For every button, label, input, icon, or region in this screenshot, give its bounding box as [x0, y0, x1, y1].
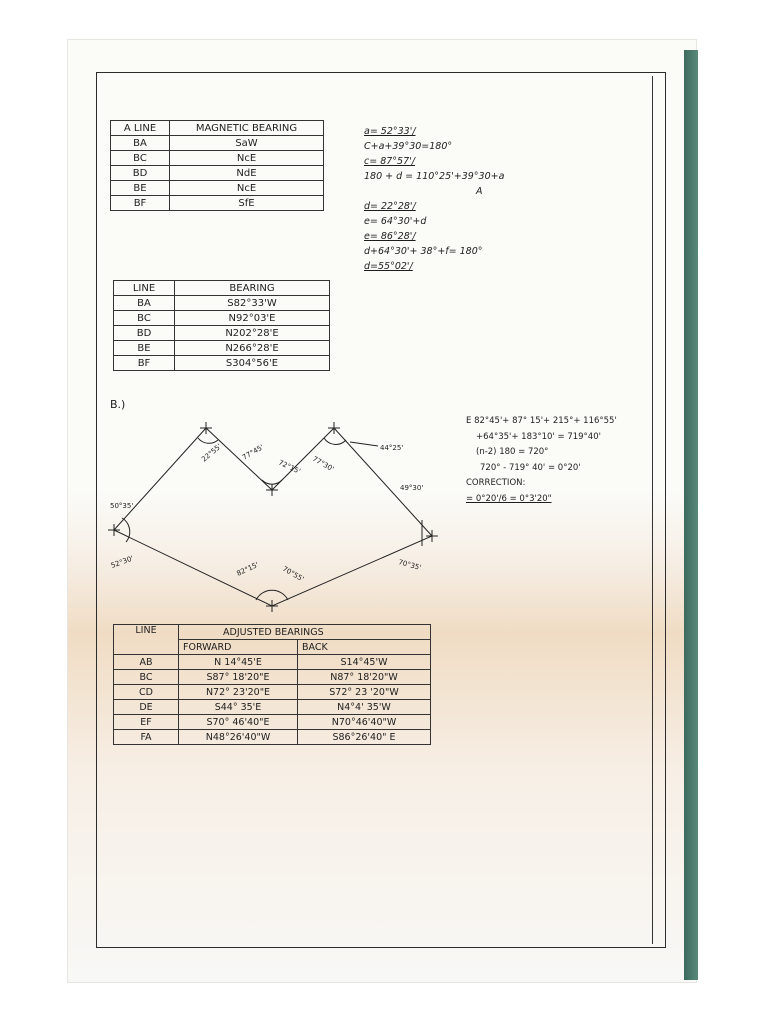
cell: BC — [111, 151, 170, 166]
cell: BE — [111, 181, 170, 196]
note-line: e= 86°28'/ — [364, 231, 416, 242]
cell: EF — [114, 715, 179, 730]
table-row — [111, 181, 324, 196]
angle-label: 70°35' — [397, 558, 423, 572]
table-header-row — [114, 281, 330, 296]
sheet-edge — [684, 50, 698, 980]
cell: NcE — [170, 151, 324, 166]
cell: S86°26'40" E — [298, 730, 431, 745]
table-row — [114, 341, 330, 356]
cell: N266°28'E — [175, 341, 330, 356]
table-row — [114, 700, 431, 715]
angle-label: 70°55' — [281, 564, 306, 584]
leader-line — [350, 442, 378, 446]
cell: NdE — [170, 166, 324, 181]
table-row — [114, 356, 330, 371]
angle-label: 77°45' — [241, 443, 266, 462]
traverse-polygon — [114, 428, 432, 606]
cell: BC — [114, 311, 175, 326]
table-row — [114, 326, 330, 341]
cell: N4°4' 35'W — [298, 700, 431, 715]
column-header-forward: FORWARD — [179, 640, 298, 655]
cell: S70° 46'40"E — [179, 715, 298, 730]
column-header: LINE — [114, 281, 175, 296]
table-row — [114, 730, 431, 745]
column-header: MAGNETIC BEARING — [170, 121, 324, 136]
table-row — [111, 151, 324, 166]
section-label: B.) — [110, 398, 126, 411]
note-line: c= 87°57'/ — [364, 156, 415, 167]
cell: BA — [111, 136, 170, 151]
angle-arcs — [122, 438, 422, 600]
angle-label: 77°30' — [311, 454, 336, 474]
cell: SfE — [170, 196, 324, 211]
table-header-row — [111, 121, 324, 136]
cell: N70°46'40"W — [298, 715, 431, 730]
note-line: a= 52°33'/ — [364, 126, 416, 137]
adjusted-bearings-table — [113, 624, 431, 745]
angle-label: 82°15' — [235, 560, 260, 578]
angle-label: 50°35' — [110, 502, 134, 510]
column-header-back: BACK — [298, 640, 431, 655]
cell: S44° 35'E — [179, 700, 298, 715]
table-row — [114, 296, 330, 311]
note-line: = 0°20'/6 = 0°3'20" — [466, 493, 552, 504]
table-row — [114, 715, 431, 730]
column-header: A LINE — [111, 121, 170, 136]
magnetic-bearing-table — [110, 120, 324, 211]
table-row — [114, 655, 431, 670]
cell: N87° 18'20"W — [298, 670, 431, 685]
page-border-inner-line — [652, 76, 653, 944]
cell: FA — [114, 730, 179, 745]
note-line: C+a+39°30=180° — [364, 141, 453, 152]
angle-label: 72°15' — [277, 458, 302, 476]
note-line: d= 22°28'/ — [364, 201, 416, 212]
note-line: 720° - 719° 40' = 0°20' — [480, 462, 581, 473]
note-line: d+64°30'+ 38°+f= 180° — [364, 246, 483, 257]
angle-sum-notes — [466, 414, 617, 507]
cell: S87° 18'20"E — [179, 670, 298, 685]
bearing-table — [113, 280, 330, 371]
cell: N202°28'E — [175, 326, 330, 341]
calculation-notes — [364, 124, 504, 274]
cell: BD — [114, 326, 175, 341]
table-row — [114, 685, 431, 700]
cell: N92°03'E — [175, 311, 330, 326]
cell: BC — [114, 670, 179, 685]
note-line: A — [476, 186, 483, 197]
cell: N72° 23'20"E — [179, 685, 298, 700]
note-line: d=55°02'/ — [364, 261, 413, 272]
column-header: LINE — [114, 625, 179, 655]
cell: BE — [114, 341, 175, 356]
table-row — [111, 136, 324, 151]
cell: S304°56'E — [175, 356, 330, 371]
angle-label: 44°25' — [380, 444, 404, 452]
angle-label: 22°55' — [200, 442, 224, 464]
cell: AB — [114, 655, 179, 670]
angle-labels — [110, 442, 423, 583]
cell: N 14°45'E — [179, 655, 298, 670]
table-row — [114, 311, 330, 326]
cell: DE — [114, 700, 179, 715]
note-line: E 82°45'+ 87° 15'+ 215°+ 116°55' — [466, 416, 617, 426]
angle-label: 52°30' — [109, 554, 135, 570]
cell: SaW — [170, 136, 324, 151]
cell: S14°45'W — [298, 655, 431, 670]
table-row — [111, 196, 324, 211]
cell: N48°26'40"W — [179, 730, 298, 745]
cell: BF — [114, 356, 175, 371]
cell: S82°33'W — [175, 296, 330, 311]
cell: BF — [111, 196, 170, 211]
cell: BA — [114, 296, 175, 311]
note-line: e= 64°30'+d — [364, 216, 427, 227]
note-line: (n-2) 180 = 720° — [476, 447, 549, 457]
note-line: +64°35'+ 183°10' = 719°40' — [476, 431, 601, 442]
table-row — [114, 670, 431, 685]
note-line: CORRECTION: — [466, 478, 526, 488]
cell: NcE — [170, 181, 324, 196]
angle-label: 49°30' — [400, 484, 424, 492]
column-header: ADJUSTED BEARINGS — [179, 625, 431, 640]
column-header: BEARING — [175, 281, 330, 296]
table-header-row — [114, 625, 431, 640]
traverse-diagram — [106, 418, 440, 614]
table-row — [111, 166, 324, 181]
note-line: 180 + d = 110°25'+39°30+a — [364, 171, 505, 182]
cell: S72° 23 '20"W — [298, 685, 431, 700]
cell: BD — [111, 166, 170, 181]
cell: CD — [114, 685, 179, 700]
